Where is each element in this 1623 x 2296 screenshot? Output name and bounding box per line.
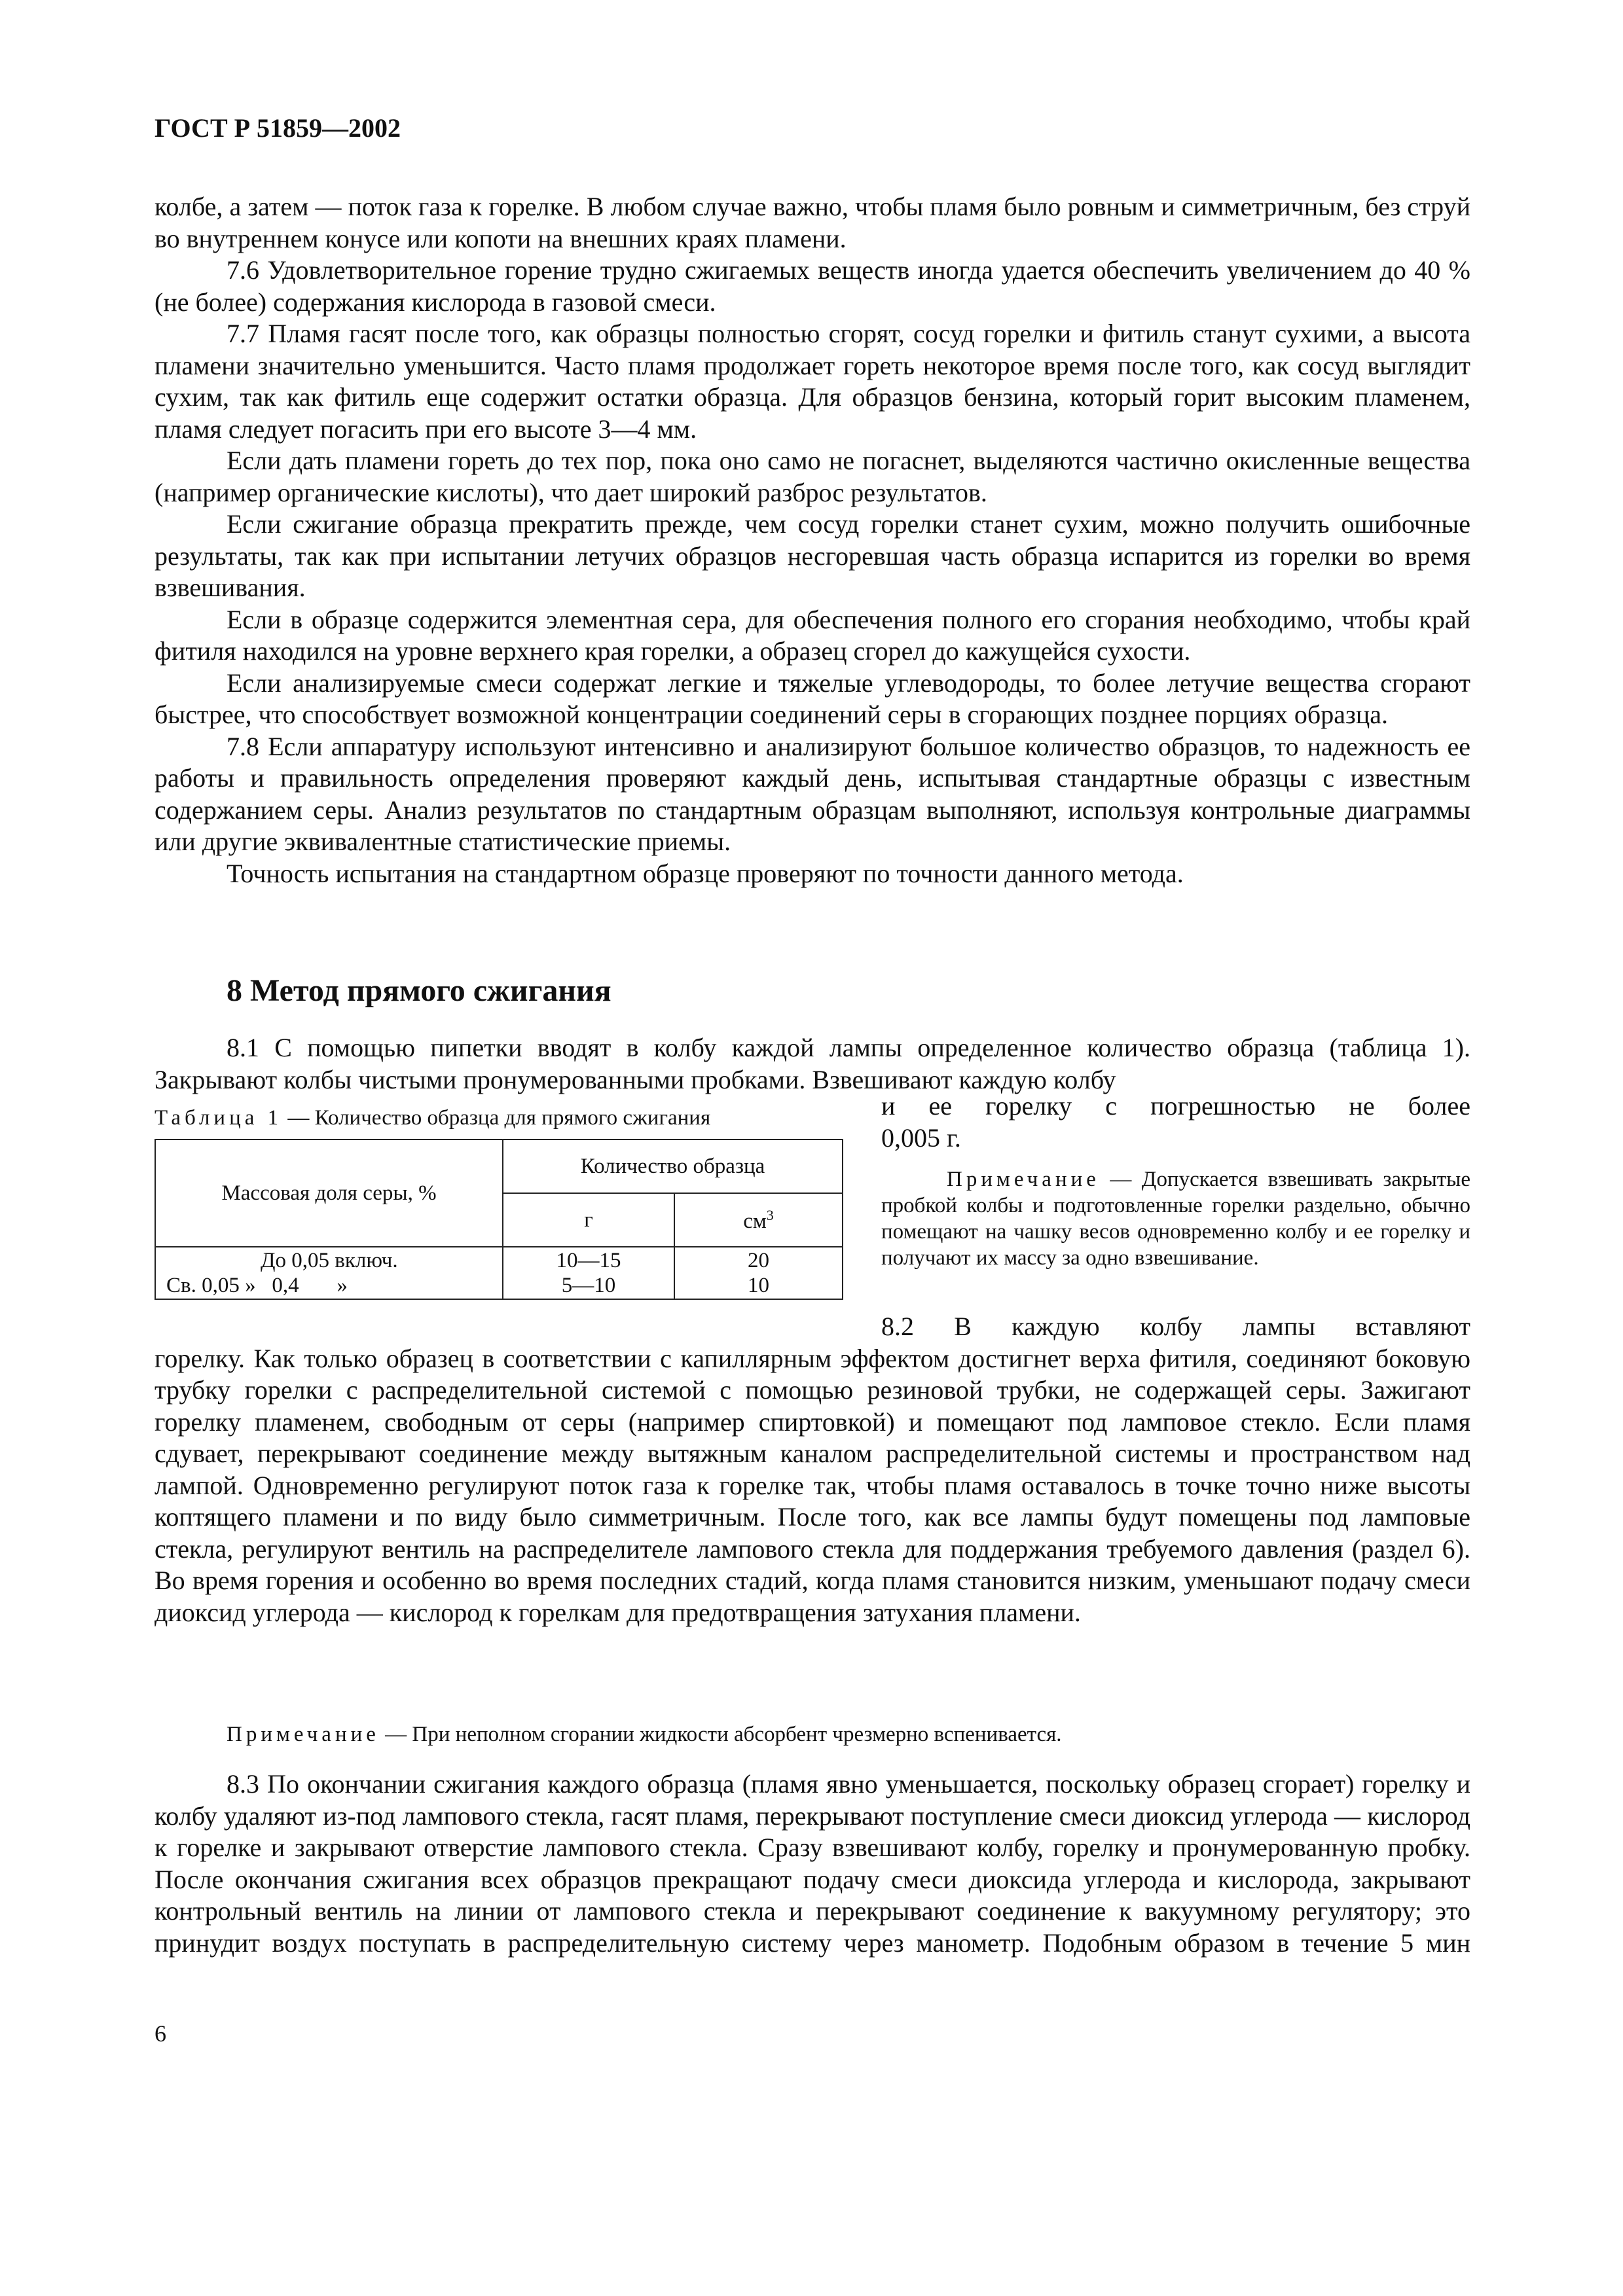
- paragraph-7-7: 7.7 Пламя гасят после того, как образцы полностью сгорят, сосуд горелки и фитиль станут сухими, а высота пламени значительно уменьшится. Часто пламя продолжает гореть некоторое время после того, как сосуд выглядит сухим, так как фитиль еще содержит остатки образца. Для образцов бензина, который горит высоким пламенем, пламя следует погасить при его высоте 3—4 мм.: [155, 319, 1470, 444]
- paragraph-8-1-continuation: [881, 1090, 1470, 1154]
- unit-cm: см: [743, 1209, 767, 1233]
- paragraph-8-3-text: 8.3 По окончании сжигания каждого образца (пламя явно уменьшается, поскольку образец сгорает) горелку и колбу удаляют из-под лампового стекла, гасят пламя, перекрывают поступление смеси диоксид углерода — кислород к горелке и закрывают отверстие лампового стекла. Сразу взвешивают колбу, горелку и пронумерованную пробку. После окончания сжигания всех образцов прекращают подачу смеси диоксида углерода и кислорода, закрывают контрольный вентиль на линии от лампового стекла и перекрывают соединение к вакуумному регулятору; это принудит воздух поступать в распределительную систему через манометр. Подобным образом в течение 5 мин: [155, 1769, 1470, 1958]
- table-row-1-cm3: 20: [748, 1249, 769, 1272]
- table-caption: [155, 1106, 710, 1130]
- table-header-mass-fraction: Массовая доля серы, %: [221, 1181, 437, 1205]
- table-1: [155, 1139, 843, 1300]
- table-cell: [155, 1273, 503, 1299]
- table-row-2-label-b: 0,4 »: [272, 1274, 348, 1297]
- section-title: 8 Метод прямого сжигания: [227, 973, 611, 1008]
- paragraph-7-8: 7.8 Если аппаратуру используют интенсивно и анализируют большое количество образцов, то надежность ее работы и правильность определения проверяют каждый день, испытывая стандартные образцы с известным содержанием серы. Анализ результатов по стандартным образцам выполняют, используя контрольные диаграммы или другие эквивалентные статистические приемы.: [155, 731, 1470, 856]
- table-cell: [503, 1273, 674, 1299]
- paragraph: Если анализируемые смеси содержат легкие и тяжелые углеводороды, то более летучие вещества сгорают быстрее, что способствует возможной концентрации соединений серы в сгорающих позднее порциях образца.: [155, 668, 1470, 729]
- page-number: 6: [155, 2020, 166, 2047]
- table-cell: [674, 1273, 843, 1299]
- paragraph-8-1-cont-line1: и ее горелку с погрешностью не более: [881, 1091, 1470, 1121]
- table-row-2-label-a: Св. 0,05 »: [166, 1274, 256, 1297]
- table-cell: [503, 1247, 674, 1273]
- unit-g: г: [584, 1208, 593, 1232]
- paragraph-8-3: [155, 1768, 1470, 1959]
- table-row-1-label: До 0,05 включ.: [261, 1249, 398, 1272]
- paragraph-8-2: [155, 1311, 1470, 1628]
- note-1-label: Примечание: [947, 1168, 1100, 1191]
- table-subheader-g: [503, 1193, 674, 1247]
- paragraph-7-6: 7.6 Удовлетворительное горение трудно сжигаемых веществ иногда удается обеспечить увеличением до 40 % (не более) содержания кислорода в газовой смеси.: [155, 255, 1470, 317]
- paragraph-8-1-cont-line2: 0,005 г.: [881, 1122, 961, 1153]
- table-caption-label: Таблица 1: [155, 1106, 283, 1130]
- note-2: [227, 1723, 1062, 1747]
- table-row-1-g: 10—15: [556, 1249, 621, 1272]
- top-text-block: [155, 191, 1470, 889]
- note-2-label: Примечание: [227, 1723, 380, 1746]
- paragraph-8-2-text: горелку. Как только образец в соответствии с капиллярным эффектом достигнет верха фитиля, соединяют боковую трубку горелки с распределительной системой с помощью резиновой трубки, не содержащей серы. Зажигают горелку пламенем, свободным от серы (например спиртовкой) и помещают под ламповое стекло. Если пламя сдувает, перекрывают соединение между вытяжным каналом распределительной системы и пространством над лампой. Одновременно регулируют поток газа к горелке так, чтобы пламя оставалось в точке точно ниже высоты коптящего пламени и по виду было симметричным. После того, как все лампы будут помещены под ламповые стекла, регулируют вентиль на распределителе лампового стекла для поддержания требуемого давления (раздел 6). Во время горения и особенно во время последних стадий, когда пламя становится низким, уменьшают подачу смеси диоксид углерода — кислород к горелкам для предотвращения затухания пламени.: [155, 1343, 1470, 1627]
- table-header-sample-quantity: Количество образца: [580, 1154, 765, 1178]
- table-header-cell: [155, 1139, 503, 1247]
- note-2-text: — При неполном сгорании жидкости абсорбент чрезмерно вспенивается.: [379, 1723, 1062, 1746]
- unit-cm-sup: 3: [766, 1206, 774, 1223]
- table-cell: [155, 1247, 503, 1273]
- paragraph: колбе, а затем — поток газа к горелке. В любом случае важно, чтобы пламя было ровным и симметричным, без струй во внутреннем конусе или копоти на внешних краях пламени.: [155, 192, 1470, 253]
- paragraph-8-1-text: 8.1 С помощью пипетки вводят в колбу каждой лампы определенное количество образца (таблица 1). Закрывают колбы чистыми пронумерованными пробками. Взвешивают каждую колбу: [155, 1033, 1470, 1094]
- document-header: ГОСТ Р 51859—2002: [155, 113, 401, 143]
- paragraph: Точность испытания на стандартном образце проверяют по точности данного метода.: [227, 858, 1184, 888]
- note-1-text: — Допускается взвешивать закрытые пробкой колбы и подготовленные горелки раздельно, обычно помещают на чашку весов одновременно колбу и ее горелку и получают их массу за одно взвешивание.: [881, 1168, 1470, 1270]
- table-row-2-cm3: 10: [748, 1274, 769, 1297]
- table-header-cell: [503, 1139, 843, 1193]
- table-cell: [674, 1247, 843, 1273]
- paragraph: Если сжигание образца прекратить прежде, чем сосуд горелки станет сухим, можно получить ошибочные результаты, так как при испытании летучих образцов несгоревшая часть образца испарится из горелки во время взвешивания.: [155, 509, 1470, 602]
- paragraph-8-1: [155, 1032, 1470, 1096]
- table-row-2-g: 5—10: [561, 1274, 616, 1297]
- note-1: [881, 1166, 1470, 1271]
- paragraph: Если в образце содержится элементная сера, для обеспечения полного его сгорания необходимо, чтобы край фитиля находился на уровне верхнего края горелки, а образец сгорел до кажущейся сухости.: [155, 604, 1470, 666]
- paragraph: Если дать пламени гореть до тех пор, пока оно само не погаснет, выделяются частично окисленные вещества (например органические кислоты), что дает широкий разброс результатов.: [155, 446, 1470, 507]
- table-subheader-cm3: [674, 1193, 843, 1247]
- table-caption-text: — Количество образца для прямого сжигания: [282, 1106, 711, 1130]
- paragraph-8-2-first-line: 8.2 В каждую колбу лампы вставляют: [881, 1312, 1470, 1341]
